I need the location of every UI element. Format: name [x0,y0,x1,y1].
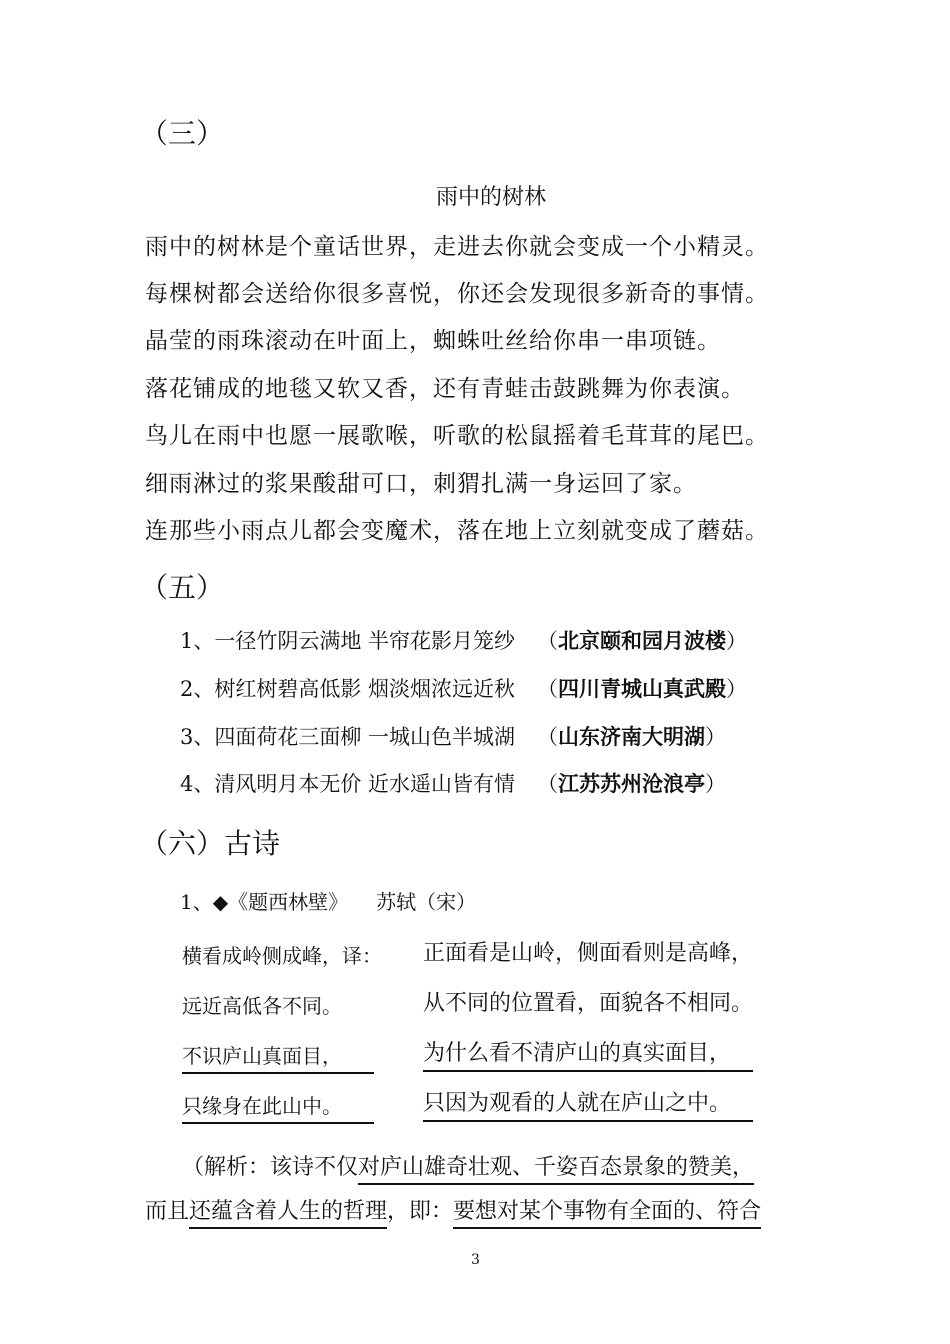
translation-line: 正面看是山岭，侧面看则是高峰， [423,941,754,966]
couplet-text: 2、树红树碧高低影 烟淡烟浓远近秋 [180,677,516,701]
paren-close: ） [726,629,748,653]
paren-close: ） [705,772,727,796]
verse-line: 横看成岭侧成峰，译： [182,944,382,968]
verse-line: 远近高低各不同。 [182,994,342,1018]
ancient-poem-heading [180,886,476,915]
couplet-place: 四川青城山真武殿 [558,677,727,701]
analysis-underlined-2: 还蕴含着人生的哲理 [189,1199,387,1229]
section-heading-6: （六）古诗 [140,827,281,860]
paren-open: （ [537,725,559,749]
poem-line: 鸟儿在雨中也愿一展歌喉，听歌的松鼠摇着毛茸茸的尾巴。 [145,423,769,449]
ancient-poem-author: 苏轼（宋） [376,890,477,914]
couplet-text: 3、四面荷花三面柳 一城山色半城湖 [180,725,516,749]
couplet-place: 江苏苏州沧浪亭 [558,772,706,796]
couplet-place: 北京颐和园月波楼 [558,629,727,653]
poem-line: 晶莹的雨珠滚动在叶面上，蜘蛛吐丝给你串一串项链。 [145,328,721,354]
poem-line: 雨中的树林是个童话世界，走进去你就会变成一个小精灵。 [145,234,769,260]
ancient-poem-title: 1、◆《题西林壁》 [180,890,349,914]
paren-open: （ [537,677,559,701]
couplet-row [180,768,726,798]
couplet-row [180,625,747,655]
couplet-place: 山东济南大明湖 [558,725,706,749]
couplet-text: 4、清风明月本无价 近水遥山皆有情 [180,772,516,796]
poem-title-rain-forest: 雨中的树林 [436,185,547,210]
couplet-text: 1、一径竹阴云满地 半帘花影月笼纱 [180,629,516,653]
paren-open: （ [537,629,559,653]
analysis-line-2 [145,1194,761,1225]
analysis-prefix-2: 而且 [145,1199,190,1224]
section-heading-3: （三） [140,117,225,150]
analysis-underlined-1: 对庐山雄奇壮观、千姿百态景象的赞美， [358,1155,754,1185]
analysis-mid: ，即： [387,1199,454,1224]
poem-line: 细雨淋过的浆果酸甜可口，刺猬扎满一身运回了家。 [145,471,697,497]
analysis-line-1 [182,1150,754,1181]
poem-line: 每棵树都会送给你很多喜悦，你还会发现很多新奇的事情。 [145,281,769,307]
verse-line-underlined: 只缘身在此山中。 [182,1090,374,1124]
paren-open: （ [537,772,559,796]
translation-line-underlined: 只因为观看的人就在庐山之中。 [423,1086,753,1122]
couplet-row [180,673,747,703]
verse-line-underlined: 不识庐山真面目， [182,1040,374,1074]
translation-line: 从不同的位置看，面貌各不相同。 [423,991,754,1016]
section-heading-5: （五） [140,571,225,604]
poem-line: 连那些小雨点儿都会变魔术，落在地上立刻就变成了蘑菇。 [145,518,769,544]
page-number: 3 [471,1252,480,1268]
analysis-underlined-3: 要想对某个事物有全面的、符合 [453,1199,761,1229]
paren-close: ） [705,725,727,749]
paren-close: ） [726,677,748,701]
couplet-row [180,721,726,751]
translation-line-underlined: 为什么看不清庐山的真实面目， [423,1036,753,1072]
poem-line: 落花铺成的地毯又软又香，还有青蛙击鼓跳舞为你表演。 [145,376,745,402]
analysis-prefix: （解析：该诗不仅 [182,1155,359,1180]
